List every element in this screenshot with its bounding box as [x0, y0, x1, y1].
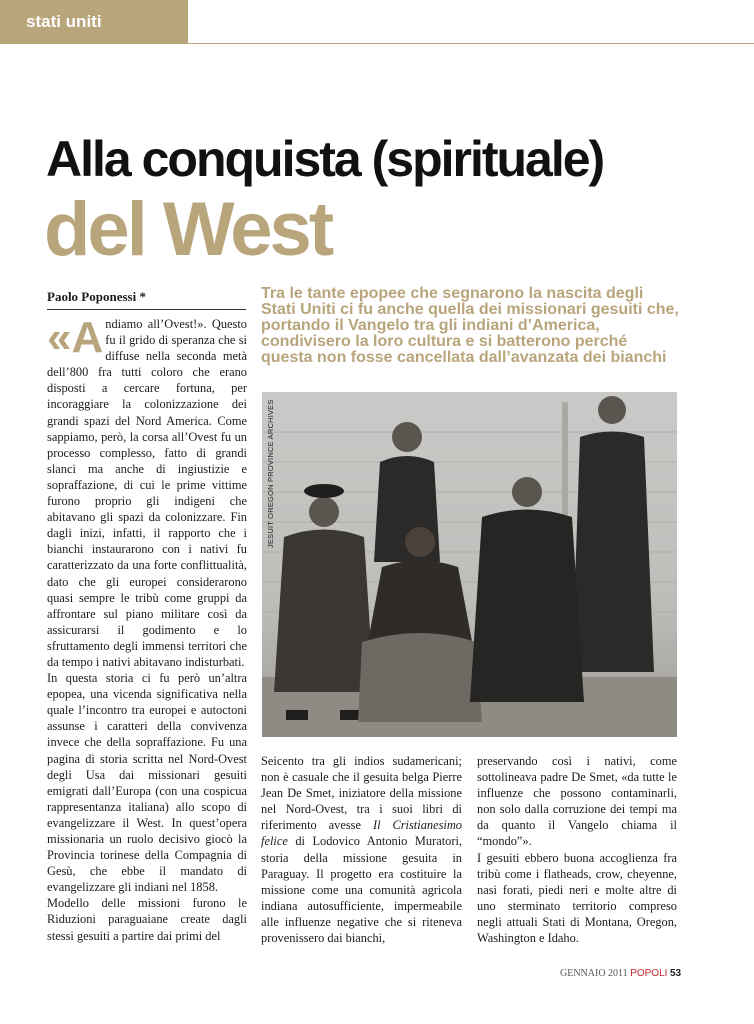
body-paragraph: Modello delle missioni furono le Riduzioni paraguaiane create dagli stessi gesuiti a partire dai primi del — [47, 896, 247, 943]
text-column-2 — [261, 753, 462, 946]
magazine-name: POPOLI — [630, 968, 668, 979]
body-paragraph: In questa storia ci fu però un’altra epopea, una vicenda significativa nella quale l’incontro tra europei e autoctoni assunse i caratteri della convivenza invece che della sopraffazione. Fu una pagina di storia scritta nel Nord-Ovest degli Usa dai missionari gesuiti emigrati dall’Europa (con una cospicua rappresentanza italiana) allo scopo di evangelizzare il West. In quest’opera missionaria un ruolo decisivo giocò la Provincia torinese della Compagnia di Gesù, che ebbe il mandato di evangelizzare gli indiani nel 1858. — [47, 671, 247, 895]
headline-line-1: Alla conquista (spirituale) — [46, 131, 604, 187]
issue-date: GENNAIO 2011 — [560, 968, 628, 979]
text-column-1 — [47, 313, 247, 944]
lead-paragraph: Tra le tante epopee che segnarono la nascita degli Stati Uniti ci fu anche quella dei missionari gesuiti che, portando il Vangelo tra gli indiani d’America, condivisero la loro cultura e si batterono perché questa non fosse cancellata dall’avanzata dei bianchi — [261, 285, 679, 366]
body-paragraph: preservando così i nativi, come sottolineava padre De Smet, «da tutte le influenze che possono contaminarli, non solo dalla corruzione dei tempi ma da quanto il Vangelo chiama il “mondo”». — [477, 754, 677, 849]
photo-illustration — [262, 392, 677, 737]
book-title: Il Cristianesimo felice — [261, 818, 462, 849]
body-text: di Lodovico Antonio Muratori, storia della missione gesuita in Paraguay. Il progetto era costituire la missione come una comunità agricola indiana autosufficiente, impermeabile alle influenze negative che si riteneva provenissero dai bianchi, — [261, 834, 462, 946]
text-column-3 — [477, 753, 677, 946]
section-label: stati uniti — [0, 0, 188, 44]
body-text: Seicento tra gli indios sudamericani; non è casuale che il gesuita belga Pierre Jean De Smet, iniziatore della missione nel Nord-Ovest, tra i suoi libri di riferimento avesse — [261, 754, 462, 833]
author-byline: Paolo Poponessi * — [47, 289, 246, 310]
drop-cap: «A — [47, 313, 104, 362]
photo-credit: JESUIT OREGON PROVINCE ARCHIVES — [266, 399, 275, 548]
page-number: 53 — [669, 968, 682, 979]
historical-photo — [262, 392, 677, 737]
page-footer — [560, 968, 682, 979]
body-paragraph: ndiamo all’Ovest!». Questo fu il grido di speranza che si diffuse nella seconda metà dell’800 fra tutti coloro che erano disposti a cercare fortuna, per incoraggiare la colonizzazione dei grandi spazi del Nord America. Come sappiamo, però, la corsa all’Ovest fu un processo complesso, fatto di grandi slanci ma anche di ingiustizie e sopraffazione, di cui le prime vittime furono proprio gli indigeni che abitavano gli spazi da colonizzare. Fin dagli inizi, infatti, il rapporto che i bianchi instaurarono con i nativi fu caratterizzato da una forte conflittualità, dato che gli europei considerarono quasi sempre le tribù come gruppi da affrontare sul piano militare così da assicurarsi il godimento e lo sfruttamento degli immensi territori che da tempo i nativi abitavano indisturbati. — [47, 317, 247, 669]
body-paragraph: I gesuiti ebbero buona accoglienza fra tribù come i flatheads, crow, cheyenne, nasi forati, piedi neri e molte altre di uno sterminato territorio compreso negli attuali Stati di Montana, Oregon, Washington e Idaho. — [477, 850, 677, 946]
header-rule — [188, 43, 754, 44]
headline-line-2: del West — [44, 187, 332, 272]
